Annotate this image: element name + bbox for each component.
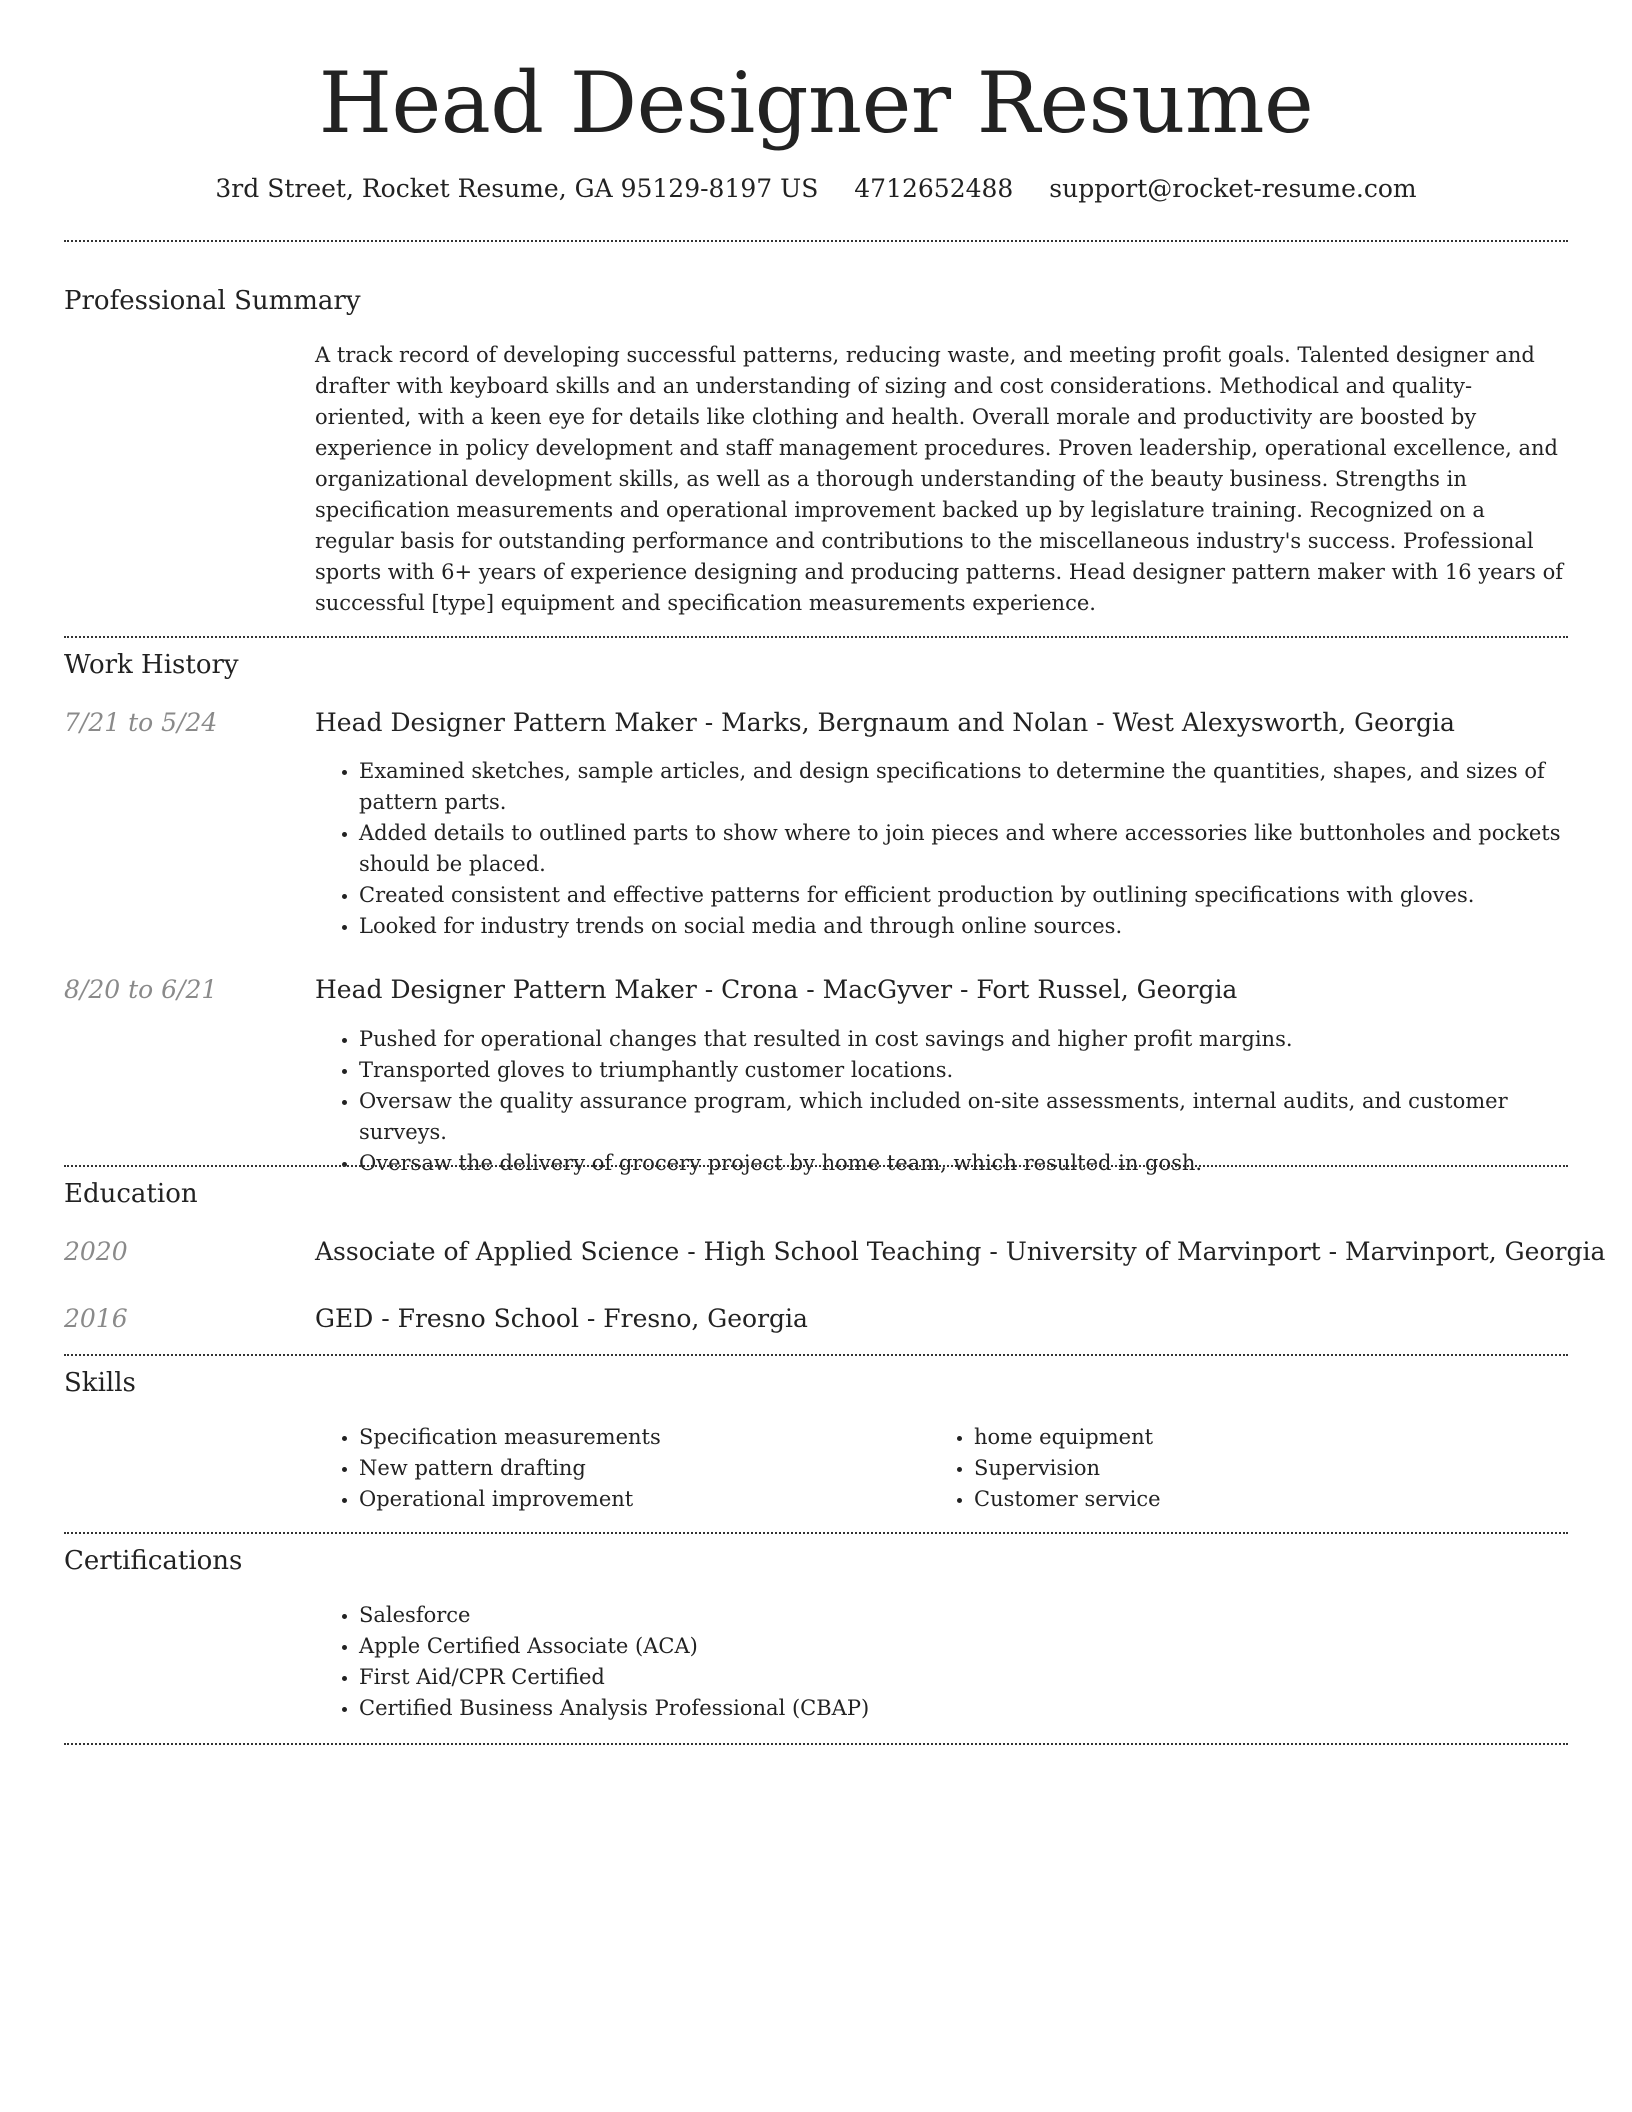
list-item: • Created consistent and effective patterns for efficient production by outlining specifications with gloves. bbox=[359, 880, 1568, 911]
education-entry: Associate of Applied Science - High School Teaching - University of Marvinport - Marvinport, Georgia bbox=[315, 1237, 1606, 1266]
education-year: 2020 bbox=[64, 1237, 128, 1266]
summary-text: A track record of developing successful patterns, reducing waste, and meeting profit goals. Talented designer and drafter with keyboard skills and an understanding of sizing and cost considerations. Methodical and quality-oriented, with a keen eye for details like clothing and health. Overall morale and productivity are boosted by experience in policy development and staff management procedures. Proven leadership, operational excellence, and organizational development skills, as well as a thorough understanding of the beauty business. Strengths in specification measurements and operational improvement backed up by legislature training. Recognized on a regular basis for outstanding performance and contributions to the miscellaneous industry's success. Professional sports with 6+ years of experience designing and producing patterns. Head designer pattern maker with 16 years of successful [type] equipment and specification measurements experience. bbox=[315, 343, 1563, 615]
contact-line bbox=[0, 168, 1632, 210]
job-bullets bbox=[315, 1024, 1568, 1179]
section-title-summary: Professional Summary bbox=[64, 286, 361, 316]
job-dates: 8/20 to 6/21 bbox=[64, 975, 218, 1004]
skill-item: • Supervision bbox=[974, 1453, 1568, 1484]
job-title: Head Designer Pattern Maker - Crona - MacGyver - Fort Russel, Georgia bbox=[315, 975, 1238, 1004]
job-bullets bbox=[315, 756, 1568, 942]
education-entry: GED - Fresno School - Fresno, Georgia bbox=[315, 1304, 808, 1333]
divider bbox=[64, 1354, 1568, 1356]
skill-item: • Operational improvement bbox=[359, 1484, 930, 1515]
certification-item: • Apple Certified Associate (ACA) bbox=[359, 1631, 1568, 1662]
contact-phone: 4712652488 bbox=[854, 174, 1014, 203]
contact-address: 3rd Street, Rocket Resume, GA 95129-8197 US bbox=[215, 174, 819, 203]
skill-item: • home equipment bbox=[974, 1422, 1568, 1453]
resume-title: Head Designer Resume bbox=[318, 54, 1314, 152]
list-item: • Added details to outlined parts to show where to join pieces and where accessories like buttonholes and pockets should be placed. bbox=[359, 818, 1568, 880]
list-item: • Pushed for operational changes that resulted in cost savings and higher profit margins. bbox=[359, 1024, 1568, 1055]
skill-item: • Specification measurements bbox=[359, 1422, 930, 1453]
certification-item: • First Aid/CPR Certified bbox=[359, 1662, 1568, 1693]
list-item: • Transported gloves to triumphantly customer locations. bbox=[359, 1055, 1568, 1086]
education-year: 2016 bbox=[64, 1304, 128, 1333]
divider bbox=[64, 240, 1568, 242]
certifications-list bbox=[315, 1600, 1568, 1724]
certification-item: • Certified Business Analysis Professional (CBAP) bbox=[359, 1693, 1568, 1724]
skills-list-left bbox=[315, 1422, 930, 1515]
section-title-work-history: Work History bbox=[64, 650, 239, 680]
list-item: • Examined sketches, sample articles, and design specifications to determine the quantities, shapes, and sizes of pattern parts. bbox=[359, 756, 1568, 818]
skill-item: • Customer service bbox=[974, 1484, 1568, 1515]
section-title-certifications: Certifications bbox=[64, 1546, 243, 1576]
divider bbox=[64, 636, 1568, 638]
list-item: • Oversaw the delivery of grocery project by home team, which resulted in gosh. bbox=[359, 1148, 1568, 1179]
list-item: • Oversaw the quality assurance program, which included on-site assessments, internal audits, and customer surveys. bbox=[359, 1086, 1568, 1148]
job-dates: 7/21 to 5/24 bbox=[64, 708, 218, 737]
certification-item: • Salesforce bbox=[359, 1600, 1568, 1631]
skills-list-right bbox=[930, 1422, 1568, 1515]
divider bbox=[64, 1532, 1568, 1534]
divider bbox=[64, 1165, 1568, 1167]
contact-email: support@rocket-resume.com bbox=[1049, 174, 1417, 203]
section-title-education: Education bbox=[64, 1179, 198, 1209]
section-title-skills: Skills bbox=[64, 1368, 136, 1398]
divider bbox=[64, 1743, 1568, 1745]
skill-item: • New pattern drafting bbox=[359, 1453, 930, 1484]
list-item: • Looked for industry trends on social media and through online sources. bbox=[359, 911, 1568, 942]
job-title: Head Designer Pattern Maker - Marks, Bergnaum and Nolan - West Alexysworth, Georgia bbox=[315, 708, 1455, 737]
